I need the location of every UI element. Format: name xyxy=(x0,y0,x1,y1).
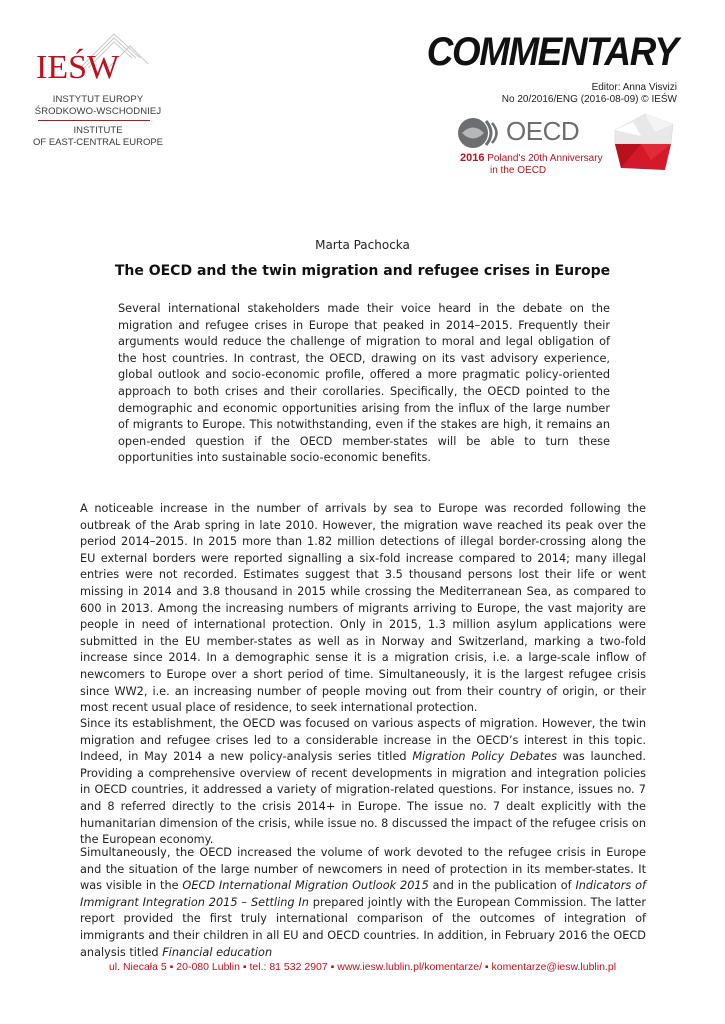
iesw-logo-mark xyxy=(18,28,158,86)
institute-name-en-line1: INSTITUTE xyxy=(73,125,123,136)
institute-name-pl-line1: INSTYTUT EUROPY xyxy=(52,94,144,105)
logo-divider xyxy=(38,120,150,121)
paragraph-2-text-cont: was launched. Providing a comprehensive overview of recent developments in migration and integration policies in OECD countries, it addressed a variety of migration-related questions. For instance, issues no. 7 and 8 referred directly to the crisis 2014+ in Europe. The issue no. 7 dealt explicitly with the humanitarian dimension of the crisis, while issue no. 8 discussed the impact of the refugee crisis on the European economy. xyxy=(80,750,646,847)
paragraph-2-italic-title: Migration Policy Debates xyxy=(412,750,557,764)
paragraph-3-text-cont-2: prepared jointly with the European Commission. The latter report provided the first truly international comparison of the outcomes of integration of immigrants and their children in all EU and OECD countries. In addition, in February 2016 the OECD analysis titled xyxy=(80,895,646,959)
body-paragraph-2 xyxy=(80,716,646,849)
author-name: Marta Pachocka xyxy=(315,238,410,252)
article-abstract: Several international stakeholders made their voice heard in the debate on the migration and refugee crises in Europe that peaked in 2014–2015. Frequently their arguments would reduce the challenge of migration to moral and legal obligation of the host countries. In contrast, the OECD, drawing on its vast advisory experience, global outlook and socio-economic profile, offered a more pragmatic policy-oriented approach to both crises and their corollaries. Specifically, the OECD pointed to the demographic and economic opportunities arising from the influx of the large number of migrants to Europe. This notwithstanding, even if the stakes are high, it remains an open-ended question if the OECD member-states will be able to turn these opportunities into sustainable socio-economic benefits. xyxy=(118,302,610,465)
editor-line: Editor: Anna Visvizi xyxy=(591,82,677,93)
iesw-logo-text: IEŚW xyxy=(36,49,120,86)
paragraph-3-italic-title-3: Financial education xyxy=(162,945,273,959)
institute-name-en xyxy=(18,125,178,149)
paragraph-3-italic-title-2: Indicators of Immigrant Integration 2015 – Settling In xyxy=(80,879,646,909)
oecd-anniversary-logo xyxy=(456,116,678,178)
anniversary-year: 2016 xyxy=(460,152,485,164)
issue-line: No 20/2016/ENG (2016-08-09) © IEŚW xyxy=(501,94,677,105)
anniversary-line2: in the OECD xyxy=(490,165,547,176)
paragraph-3-italic-title-1: OECD International Migration Outlook 2015 xyxy=(182,879,429,893)
paragraph-2-text: Since its establishment, the OECD was focused on various aspects of migration. However, the twin migration and refugee crises led to a considerable increase in the OECD’s interest in this topic. Indeed, in May 2014 a new policy-analysis series titled xyxy=(80,717,646,764)
paragraph-3-text: Simultaneously, the OECD increased the volume of work devoted to the refugee crisis in Europe and the situation of the large number of newcomers in need of protection in its member-states. It was visible in the xyxy=(80,846,646,893)
body-paragraph-1: A noticeable increase in the number of arrivals by sea to Europe was recorded following the outbreak of the Arab spring in late 2010. However, the migration wave reached its peak over the period 2014–2015. In 2015 more than 1.82 million detections of illegal border-crossing along the EU external borders were reported signalling a six-fold increase compared to 2014; many illegal entries were not recorded. Estimates suggest that 3.5 thousand persons lost their life or went missing in 2014 and 3.8 thousand in 2015 while crossing the Mediterranean Sea, as compared to 600 in 2013. Among the increasing numbers of migrants arriving to Europe, the vast majority are people in need of international protection. Only in 2015, 1.3 million asylum applications were submitted in the EU member-states as well as in Norway and Switzerland, marking a two-fold increase since 2014. In a demographic sense it is a migration crisis, i.e. a large-scale inflow of newcomers to Europe over a short period of time. Simultaneously, it is the largest refugee crisis since WW2, i.e. an increasing number of people moving out from their country of origin, or their most recent usual place of residence, to seek international protection. xyxy=(80,502,646,715)
iesw-logo xyxy=(18,28,188,158)
institute-name-en-line2: OF EAST-CENTRAL EUROPE xyxy=(32,137,164,148)
body-paragraph-3 xyxy=(80,845,646,961)
institute-name-pl xyxy=(18,94,178,118)
series-title: COMMENTARY xyxy=(426,30,677,74)
article-title: The OECD and the twin migration and refugee crises in Europe xyxy=(114,263,611,279)
institute-name-pl-line2: ŚRODKOWO-WSCHODNIEJ xyxy=(34,106,162,117)
poland-flag-emblem-icon xyxy=(611,112,677,174)
oecd-logo-text: OECD xyxy=(506,116,580,146)
footer-contact: ul. Niecała 5 ▪ 20-080 Lublin ▪ tel.: 81 532 2907 ▪ www.iesw.lublin.pl/komentarze/ ▪ komentarze@iesw.lublin.pl xyxy=(108,961,617,973)
oecd-globe-icon xyxy=(456,116,502,150)
anniversary-line1 xyxy=(460,152,603,164)
paragraph-3-text-cont-1: and in the publication of xyxy=(428,879,576,893)
anniversary-text: Poland's 20th Anniversary xyxy=(487,153,603,164)
